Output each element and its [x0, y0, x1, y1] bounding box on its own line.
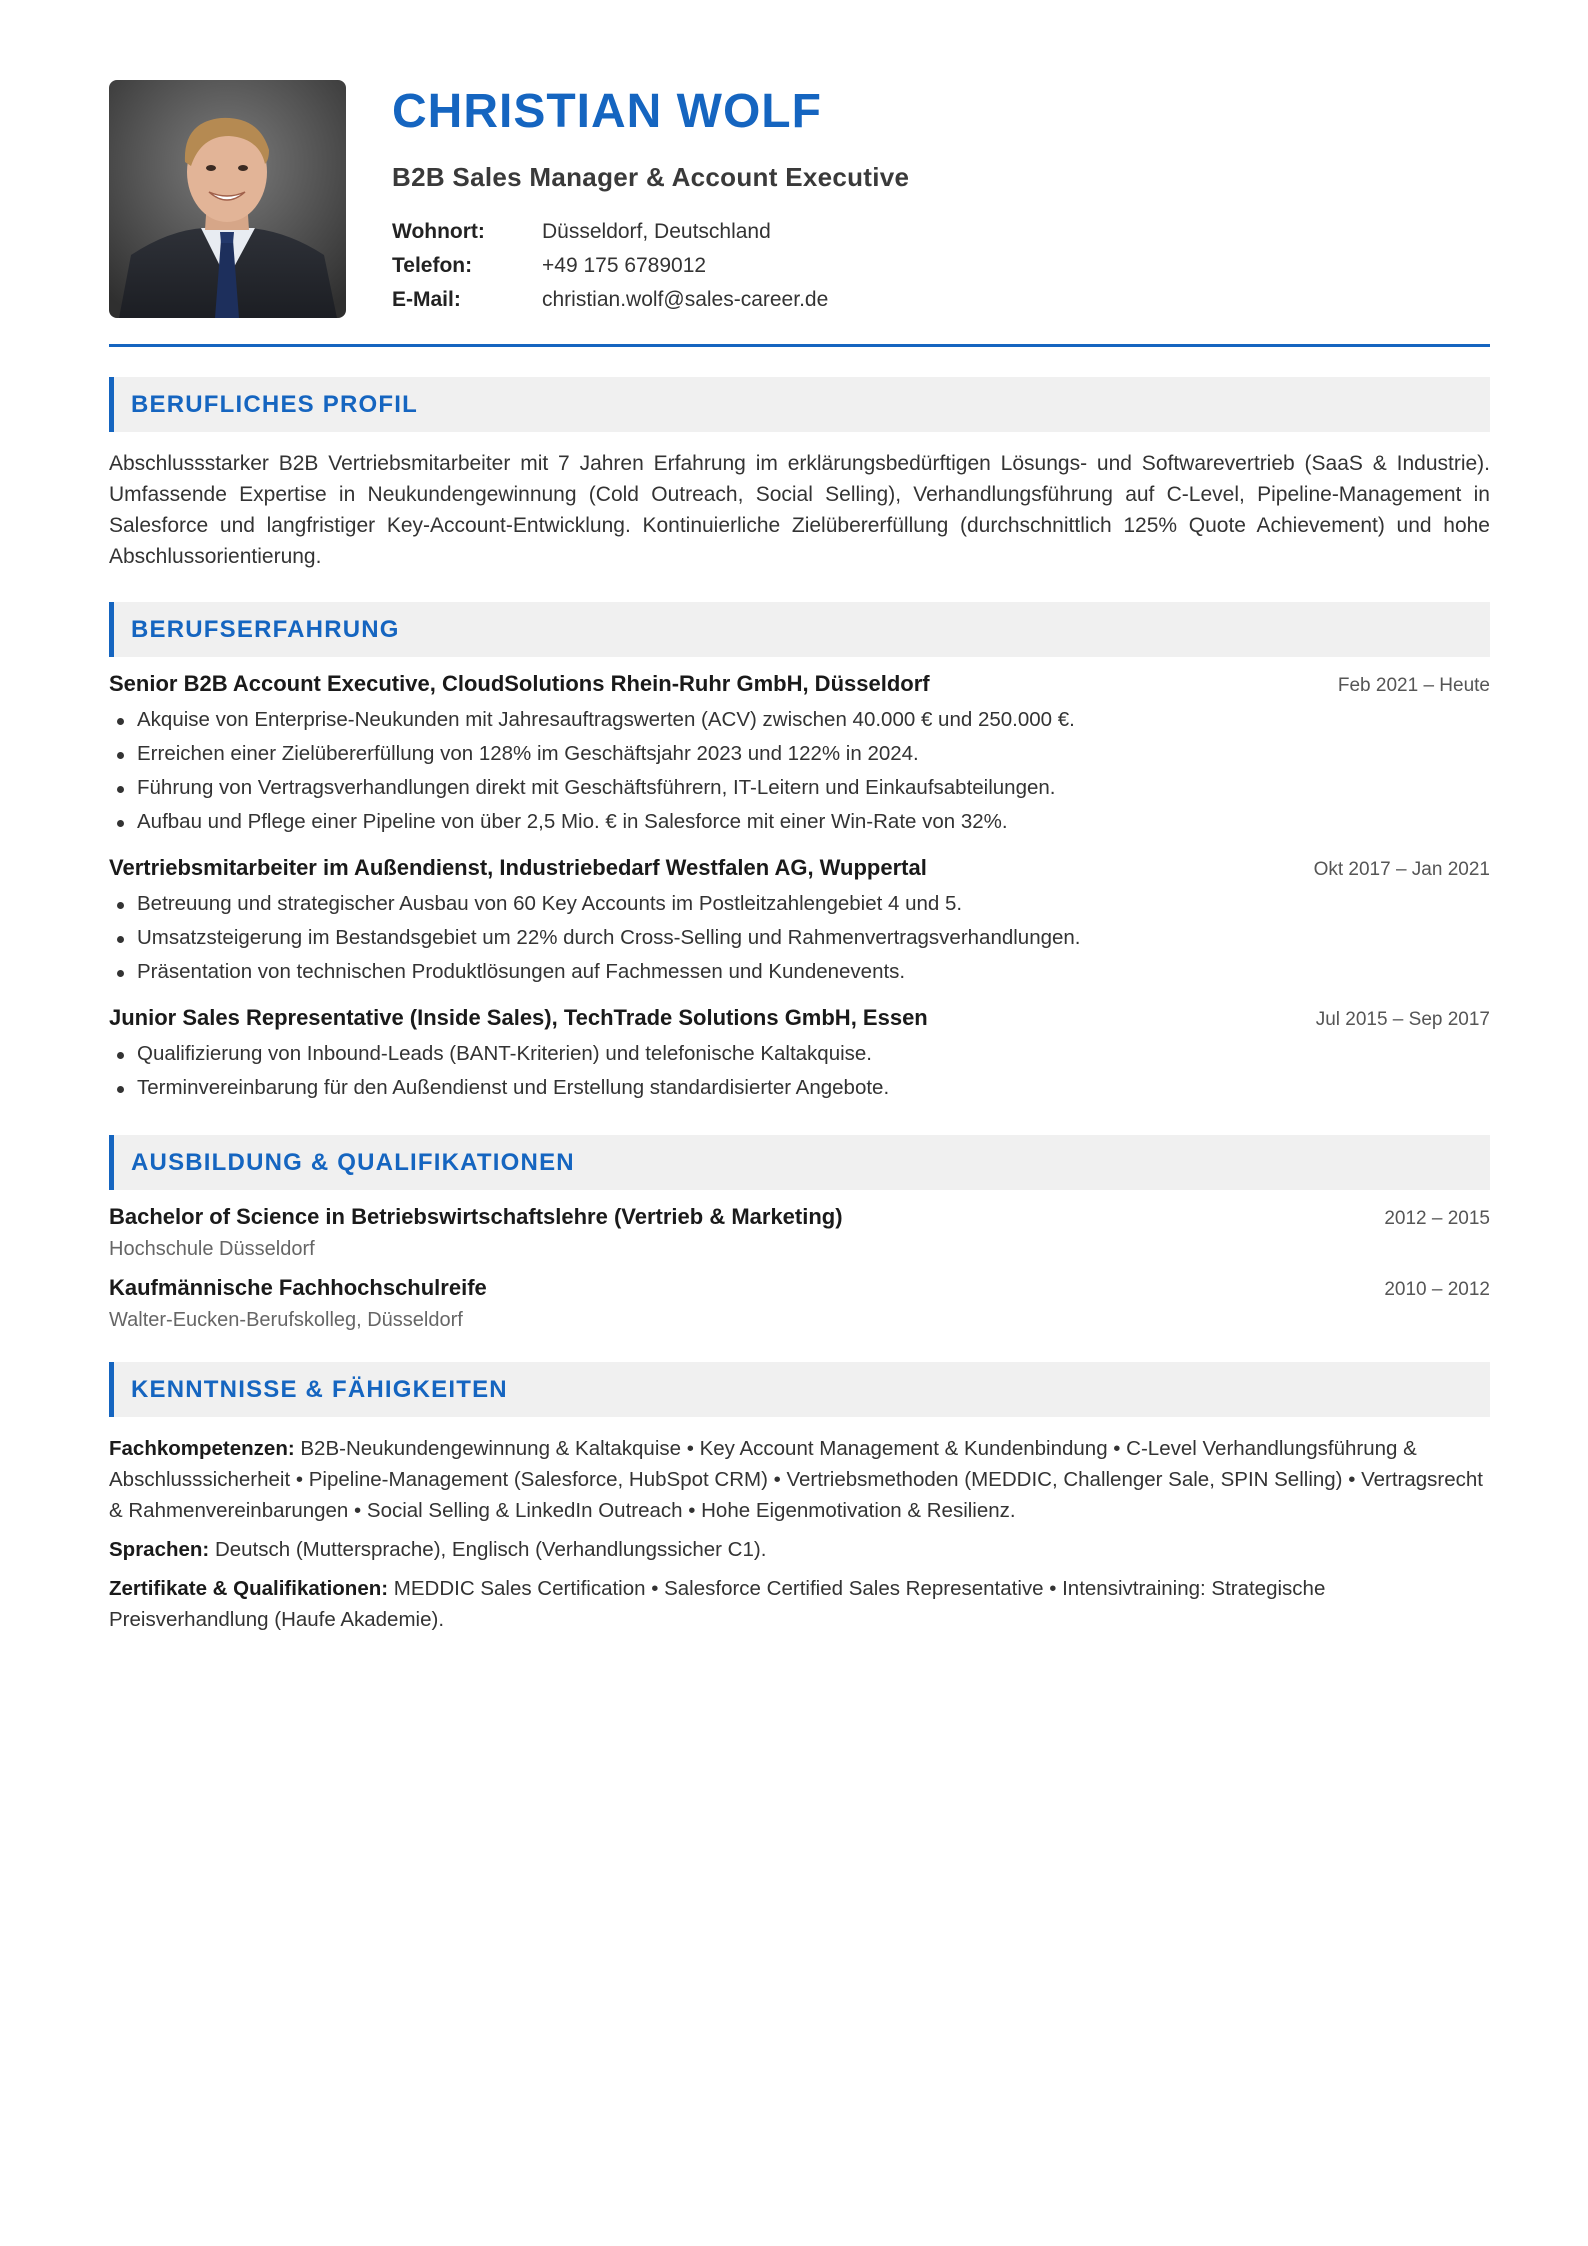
job-date: Jul 2015 – Sep 2017	[1315, 1009, 1490, 1030]
degree-title: Kaufmännische Fachhochschulreife	[109, 1275, 487, 1300]
skill-text: MEDDIC Sales Certification • Salesforce Certified Sales Representative • Intensivtraining: Strategische Preisverhandlung (Haufe Akademie).	[109, 1577, 1326, 1631]
education-entry	[109, 1275, 1490, 1332]
contact-phone	[392, 249, 909, 283]
job-bullets	[109, 703, 1490, 839]
skill-paragraph	[109, 1573, 1490, 1635]
school-name: Hochschule Düsseldorf	[109, 1238, 315, 1260]
skill-label: Sprachen:	[109, 1538, 210, 1561]
profile-summary: Abschlussstarker B2B Vertriebsmitarbeiter mit 7 Jahren Erfahrung im erklärungsbedürftigen Lösungs- und Softwarevertrieb (SaaS & Industrie). Umfassende Expertise in Neukundengewinnung (Cold Outreach, Social Selling), Verhandlungsführung auf C-Level, Pipeline-Management in Salesforce und langfristiger Key-Account-Entwicklung. Kontinuierliche Zielübererfüllung (durchschnittlich 125% Quote Achievement) und hohe Abschlussorientierung.	[109, 452, 1490, 568]
bullet-item: Terminvereinbarung für den Außendienst und Erstellung standardisierter Angebote.	[109, 1071, 1490, 1105]
skill-label: Fachkompetenzen:	[109, 1437, 295, 1460]
contact-label: E-Mail:	[392, 288, 461, 311]
contact-value: christian.wolf@sales-career.de	[542, 288, 829, 311]
bullet-item: Erreichen einer Zielübererfüllung von 128% im Geschäftsjahr 2023 und 122% in 2024.	[109, 737, 1490, 771]
contact-value: +49 175 6789012	[542, 254, 707, 277]
contact-value: Düsseldorf, Deutschland	[542, 220, 771, 243]
degree-date: 2010 – 2012	[1384, 1279, 1490, 1300]
section-heading-skills	[109, 1362, 1490, 1417]
contact-label: Wohnort:	[392, 220, 485, 243]
education-entry	[109, 1204, 1490, 1261]
job-date: Feb 2021 – Heute	[1337, 675, 1490, 696]
bullet-item: Aufbau und Pflege einer Pipeline von über 2,5 Mio. € in Salesforce mit einer Win-Rate von 32%.	[109, 805, 1490, 839]
resume-header	[109, 80, 1490, 318]
bullet-item: Führung von Vertragsverhandlungen direkt mit Geschäftsführern, IT-Leitern und Einkaufsabteilungen.	[109, 771, 1490, 805]
bullet-item: Betreuung und strategischer Ausbau von 60 Key Accounts im Postleitzahlengebiet 4 und 5.	[109, 887, 1490, 921]
school-name: Walter-Eucken-Berufskolleg, Düsseldorf	[109, 1309, 463, 1331]
section-heading-profile	[109, 377, 1490, 432]
skills-list	[109, 1433, 1490, 1635]
contact-email	[392, 283, 909, 317]
job-entry	[109, 1005, 1490, 1105]
job-bullets	[109, 1037, 1490, 1105]
job-date: Okt 2017 – Jan 2021	[1313, 859, 1490, 880]
skill-paragraph	[109, 1534, 1490, 1565]
section-heading-experience	[109, 602, 1490, 657]
contact-block	[392, 215, 909, 317]
bullet-item: Qualifizierung von Inbound-Leads (BANT-Kriterien) und telefonische Kaltakquise.	[109, 1037, 1490, 1071]
bullet-item: Umsatzsteigerung im Bestandsgebiet um 22% durch Cross-Selling und Rahmenvertragsverhandlungen.	[109, 921, 1490, 955]
degree-title: Bachelor of Science in Betriebswirtschaftslehre (Vertrieb & Marketing)	[109, 1204, 843, 1229]
header-divider	[109, 344, 1490, 347]
section-heading-education	[109, 1135, 1490, 1190]
job-title: Junior Sales Representative (Inside Sales), TechTrade Solutions GmbH, Essen	[109, 1005, 928, 1030]
job-entry	[109, 855, 1490, 989]
contact-label: Telefon:	[392, 254, 473, 277]
skill-text: B2B-Neukundengewinnung & Kaltakquise • Key Account Management & Kundenbindung • C-Level Verhandlungsführung & Abschlusssicherheit • Pipeline-Management (Salesforce, HubSpot CRM) • Vertriebsmethoden (MEDDIC, Challenger Sale, SPIN Selling) • Vertragsrecht & Rahmenvereinbarungen • Social Selling & LinkedIn Outreach • Hohe Eigenmotivation & Resilienz.	[109, 1437, 1483, 1522]
resume-page	[109, 80, 1490, 1635]
job-entry	[109, 671, 1490, 839]
bullet-item: Akquise von Enterprise-Neukunden mit Jahresauftragswerten (ACV) zwischen 40.000 € und 250.000 €.	[109, 703, 1490, 737]
job-title: Vertriebsmitarbeiter im Außendienst, Industriebedarf Westfalen AG, Wuppertal	[109, 855, 927, 880]
contact-location	[392, 215, 909, 249]
job-subtitle: B2B Sales Manager & Account Executive	[392, 162, 910, 192]
job-title: Senior B2B Account Executive, CloudSolutions Rhein-Ruhr GmbH, Düsseldorf	[109, 671, 930, 696]
profile-photo	[109, 80, 346, 318]
header-info	[392, 80, 909, 317]
section-title: AUSBILDUNG & QUALIFIKATIONEN	[131, 1148, 575, 1176]
section-title: BERUFLICHES PROFIL	[131, 390, 418, 418]
candidate-name: CHRISTIAN WOLF	[392, 85, 822, 138]
skill-text: Deutsch (Muttersprache), Englisch (Verhandlungssicher C1).	[209, 1538, 767, 1561]
job-bullets	[109, 887, 1490, 989]
section-title: KENNTNISSE & FÄHIGKEITEN	[131, 1375, 508, 1403]
bullet-item: Präsentation von technischen Produktlösungen auf Fachmessen und Kundenevents.	[109, 955, 1490, 989]
section-title: BERUFSERFAHRUNG	[131, 615, 400, 643]
skill-label: Zertifikate & Qualifikationen:	[109, 1577, 389, 1600]
degree-date: 2012 – 2015	[1384, 1208, 1490, 1229]
skill-paragraph	[109, 1433, 1490, 1526]
